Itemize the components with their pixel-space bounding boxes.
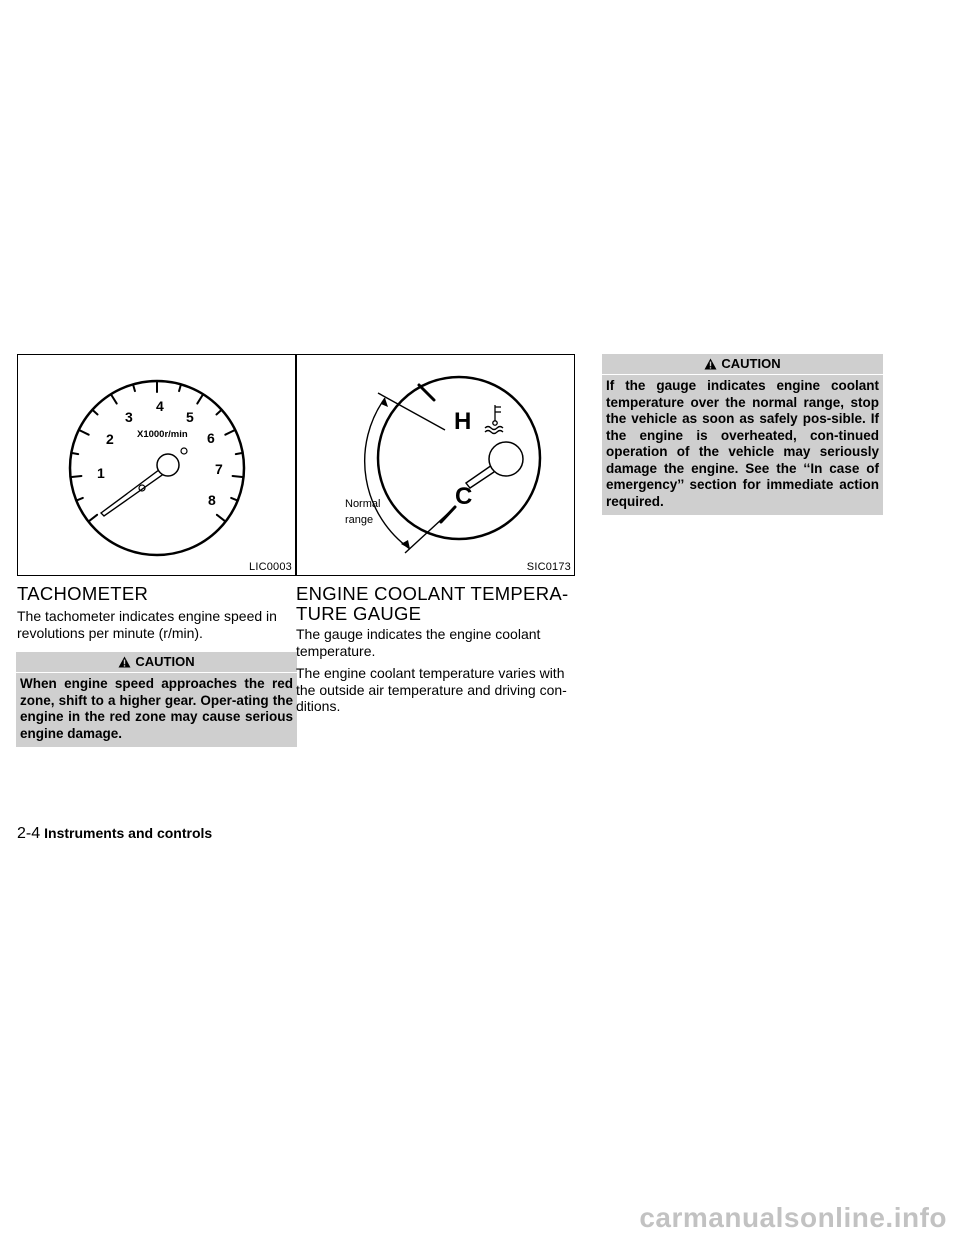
dial-number-3: 3 [125, 409, 133, 425]
tachometer-heading: TACHOMETER [17, 583, 149, 604]
dial-number-2: 2 [106, 431, 114, 447]
tachometer-caution-box [16, 652, 297, 747]
tach-tick [179, 384, 181, 391]
dial-number-4: 4 [156, 398, 164, 414]
tach-tick [197, 394, 203, 403]
coolant-temperature-icon [485, 405, 503, 434]
temperature-gauge-figure [296, 354, 575, 576]
tachometer-body: The tachometer indicates engine speed in revolutions per minute (r/min). [17, 608, 277, 641]
tach-tick [225, 430, 235, 435]
normal-range-label-line1: Normal [345, 498, 381, 510]
page-number: 2-4 [17, 825, 41, 842]
temperature-gauge-illustration [297, 355, 574, 575]
temperature-needle-hub [489, 442, 523, 476]
caution-text: When engine speed approaches the red zone, shift to a higher gear. Oper-ating the engine in the red zone may cause serious engine damage. [20, 676, 293, 741]
tachometer-illustration [18, 355, 295, 575]
coolant-gauge-heading [296, 584, 568, 624]
caution-header [602, 354, 883, 375]
figure-code: LIC0003 [249, 561, 292, 573]
warning-icon [118, 656, 131, 668]
section-title: Instruments and controls [44, 825, 213, 841]
tach-tick [88, 515, 97, 522]
caution-text: If the gauge indicates engine coolant temperature over the normal range, stop the vehicle as soon as safely pos-sible. If the engine is overheated, con-tinued operation of the vehicle may seriously damage the engine. See the ‘‘In case of emergency’’ section for immediate action required. [606, 378, 879, 509]
tach-needle-hub [157, 454, 179, 476]
caution-header [16, 652, 297, 673]
tach-tick [236, 453, 243, 454]
tach-tick [133, 384, 135, 391]
tach-tick [70, 476, 81, 477]
overheat-caution-box [602, 354, 883, 515]
dial-number-5: 5 [186, 409, 194, 425]
site-watermark: carmanualsonline.info [639, 1202, 947, 1233]
tach-tick [79, 430, 89, 435]
tach-tick [216, 410, 221, 415]
dial-number-6: 6 [207, 430, 215, 446]
coolant-body-2: The engine coolant temperature varies with the outside air temperature and driving con-ditions. [296, 665, 567, 714]
tach-unit-label: X1000r/min [137, 429, 188, 440]
caution-title: CAUTION [721, 356, 781, 371]
coolant-heading-line1: ENGINE COOLANT TEMPERA- [296, 583, 569, 604]
figure-code: SIC0173 [526, 561, 571, 573]
normal-range-label-line2: range [345, 514, 374, 526]
warning-icon [704, 358, 717, 370]
caution-title: CAUTION [135, 654, 195, 669]
coolant-heading-line2: TURE GAUGE [296, 603, 422, 624]
tach-tick [233, 476, 244, 477]
tach-tick [92, 410, 97, 415]
dial-number-8: 8 [208, 492, 216, 508]
dial-number-7: 7 [215, 461, 223, 477]
tach-tick [76, 498, 82, 501]
tach-tick [111, 394, 117, 403]
coolant-body-1: The gauge indicates the engine coolant temperature. [296, 626, 541, 659]
hot-label: H [454, 408, 472, 435]
dial-number-1: 1 [97, 465, 105, 481]
tachometer-figure [17, 354, 296, 576]
cold-label: C [455, 483, 473, 510]
page-footer [17, 825, 212, 843]
tach-tick [71, 453, 78, 454]
tach-tick [231, 498, 237, 501]
tach-tick [217, 515, 226, 522]
